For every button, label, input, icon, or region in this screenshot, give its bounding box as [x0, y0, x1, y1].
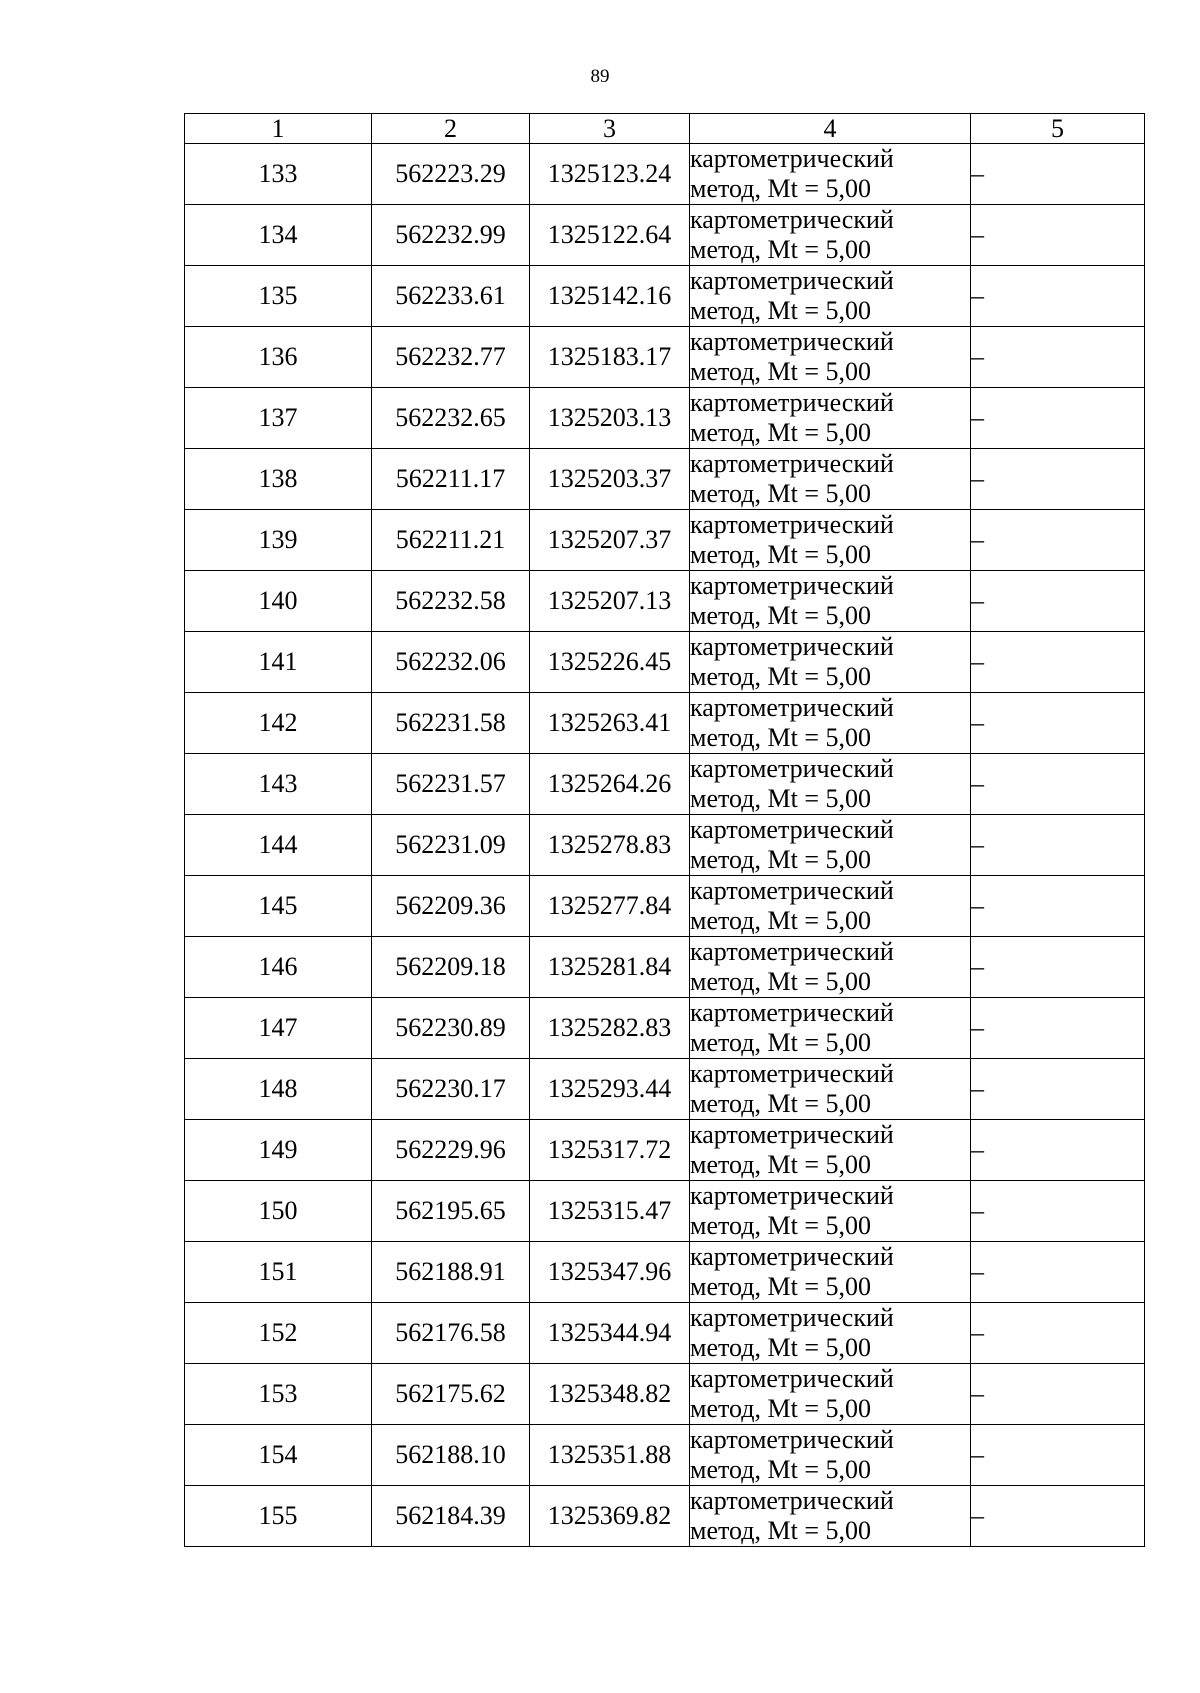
x-coordinate-cell: 562232.58 [372, 571, 530, 632]
x-coordinate-cell: 562232.06 [372, 632, 530, 693]
point-number-cell: 139 [185, 510, 372, 571]
method-line-1: картометрический [690, 1303, 894, 1332]
point-number-cell: 153 [185, 1364, 372, 1425]
y-coordinate-cell: 1325122.64 [530, 205, 690, 266]
method-line-1: картометрический [690, 1486, 894, 1515]
method-line-2: метод, Mt = 5,00 [690, 296, 871, 325]
column-5-cell [971, 998, 1145, 1059]
dash-mark: – [971, 1013, 984, 1042]
method-line-1: картометрический [690, 876, 894, 905]
method-cell [690, 1486, 971, 1547]
method-line-2: метод, Mt = 5,00 [690, 540, 871, 569]
dash-mark: – [971, 1379, 984, 1408]
column-5-cell [971, 449, 1145, 510]
method-line-2: метод, Mt = 5,00 [690, 906, 871, 935]
method-line-2: метод, Mt = 5,00 [690, 1028, 871, 1057]
method-line-1: картометрический [690, 510, 894, 539]
table-row [185, 937, 1145, 998]
x-coordinate-cell: 562209.36 [372, 876, 530, 937]
dash-mark: – [971, 403, 984, 432]
y-coordinate-cell: 1325226.45 [530, 632, 690, 693]
x-coordinate-cell: 562211.21 [372, 510, 530, 571]
dash-mark: – [971, 891, 984, 920]
y-coordinate-cell: 1325348.82 [530, 1364, 690, 1425]
column-5-cell [971, 205, 1145, 266]
x-coordinate-cell: 562184.39 [372, 1486, 530, 1547]
table-row [185, 571, 1145, 632]
x-coordinate-cell: 562188.91 [372, 1242, 530, 1303]
table-row [185, 205, 1145, 266]
column-5-cell [971, 1486, 1145, 1547]
method-line-1: картометрический [690, 998, 894, 1027]
column-5-cell [971, 754, 1145, 815]
method-cell [690, 815, 971, 876]
column-5-cell [971, 1059, 1145, 1120]
y-coordinate-cell: 1325315.47 [530, 1181, 690, 1242]
point-number-cell: 134 [185, 205, 372, 266]
method-line-2: метод, Mt = 5,00 [690, 1516, 871, 1545]
method-cell [690, 693, 971, 754]
method-cell [690, 449, 971, 510]
dash-mark: – [971, 159, 984, 188]
method-line-2: метод, Mt = 5,00 [690, 1211, 871, 1240]
method-cell [690, 998, 971, 1059]
point-number-cell: 148 [185, 1059, 372, 1120]
point-number-cell: 151 [185, 1242, 372, 1303]
method-line-2: метод, Mt = 5,00 [690, 1150, 871, 1179]
point-number-cell: 152 [185, 1303, 372, 1364]
column-5-cell [971, 327, 1145, 388]
dash-mark: – [971, 1440, 984, 1469]
column-5-cell [971, 1425, 1145, 1486]
method-line-2: метод, Mt = 5,00 [690, 235, 871, 264]
method-cell [690, 327, 971, 388]
column-header-5: 5 [971, 114, 1145, 144]
method-line-2: метод, Mt = 5,00 [690, 1455, 871, 1484]
y-coordinate-cell: 1325351.88 [530, 1425, 690, 1486]
point-number-cell: 140 [185, 571, 372, 632]
column-5-cell [971, 388, 1145, 449]
dash-mark: – [971, 1318, 984, 1347]
dash-mark: – [971, 220, 984, 249]
column-5-cell [971, 571, 1145, 632]
y-coordinate-cell: 1325277.84 [530, 876, 690, 937]
method-cell [690, 266, 971, 327]
point-number-cell: 141 [185, 632, 372, 693]
method-line-2: метод, Mt = 5,00 [690, 601, 871, 630]
point-number-cell: 136 [185, 327, 372, 388]
point-number-cell: 146 [185, 937, 372, 998]
table-row [185, 510, 1145, 571]
x-coordinate-cell: 562232.65 [372, 388, 530, 449]
method-cell [690, 1425, 971, 1486]
method-line-2: метод, Mt = 5,00 [690, 357, 871, 386]
method-line-1: картометрический [690, 815, 894, 844]
point-number-cell: 155 [185, 1486, 372, 1547]
dash-mark: – [971, 464, 984, 493]
point-number-cell: 143 [185, 754, 372, 815]
x-coordinate-cell: 562188.10 [372, 1425, 530, 1486]
point-number-cell: 133 [185, 144, 372, 205]
y-coordinate-cell: 1325123.24 [530, 144, 690, 205]
method-cell [690, 571, 971, 632]
column-5-cell [971, 1303, 1145, 1364]
method-cell [690, 388, 971, 449]
column-header-4: 4 [690, 114, 971, 144]
x-coordinate-cell: 562175.62 [372, 1364, 530, 1425]
table-row [185, 1303, 1145, 1364]
column-5-cell [971, 937, 1145, 998]
method-line-2: метод, Mt = 5,00 [690, 723, 871, 752]
method-line-1: картометрический [690, 1364, 894, 1393]
method-line-1: картометрический [690, 266, 894, 295]
method-line-1: картометрический [690, 754, 894, 783]
column-5-cell [971, 144, 1145, 205]
column-header-1: 1 [185, 114, 372, 144]
column-5-cell [971, 876, 1145, 937]
y-coordinate-cell: 1325369.82 [530, 1486, 690, 1547]
method-line-1: картометрический [690, 388, 894, 417]
column-5-cell [971, 632, 1145, 693]
y-coordinate-cell: 1325203.13 [530, 388, 690, 449]
method-cell [690, 1242, 971, 1303]
method-line-2: метод, Mt = 5,00 [690, 1333, 871, 1362]
y-coordinate-cell: 1325203.37 [530, 449, 690, 510]
method-line-1: картометрический [690, 937, 894, 966]
column-5-cell [971, 1120, 1145, 1181]
point-number-cell: 142 [185, 693, 372, 754]
method-line-1: картометрический [690, 571, 894, 600]
dash-mark: – [971, 281, 984, 310]
method-line-1: картометрический [690, 632, 894, 661]
method-line-2: метод, Mt = 5,00 [690, 1089, 871, 1118]
method-line-1: картометрический [690, 1425, 894, 1454]
dash-mark: – [971, 525, 984, 554]
y-coordinate-cell: 1325281.84 [530, 937, 690, 998]
dash-mark: – [971, 342, 984, 371]
point-number-cell: 138 [185, 449, 372, 510]
x-coordinate-cell: 562231.57 [372, 754, 530, 815]
method-cell [690, 876, 971, 937]
table-row [185, 1425, 1145, 1486]
x-coordinate-cell: 562232.77 [372, 327, 530, 388]
table-row [185, 1242, 1145, 1303]
dash-mark: – [971, 1135, 984, 1164]
point-number-cell: 135 [185, 266, 372, 327]
y-coordinate-cell: 1325282.83 [530, 998, 690, 1059]
x-coordinate-cell: 562209.18 [372, 937, 530, 998]
method-line-2: метод, Mt = 5,00 [690, 845, 871, 874]
x-coordinate-cell: 562231.58 [372, 693, 530, 754]
table-row [185, 1059, 1145, 1120]
method-cell [690, 1181, 971, 1242]
point-number-cell: 147 [185, 998, 372, 1059]
y-coordinate-cell: 1325263.41 [530, 693, 690, 754]
point-number-cell: 137 [185, 388, 372, 449]
method-cell [690, 1303, 971, 1364]
dash-mark: – [971, 830, 984, 859]
table-row [185, 1120, 1145, 1181]
column-5-cell [971, 266, 1145, 327]
y-coordinate-cell: 1325317.72 [530, 1120, 690, 1181]
method-cell [690, 632, 971, 693]
dash-mark: – [971, 708, 984, 737]
table-row [185, 998, 1145, 1059]
dash-mark: – [971, 1074, 984, 1103]
table-body [185, 144, 1145, 1547]
table-row [185, 693, 1145, 754]
y-coordinate-cell: 1325293.44 [530, 1059, 690, 1120]
method-line-2: метод, Mt = 5,00 [690, 1272, 871, 1301]
dash-mark: – [971, 1196, 984, 1225]
y-coordinate-cell: 1325207.13 [530, 571, 690, 632]
point-number-cell: 145 [185, 876, 372, 937]
y-coordinate-cell: 1325207.37 [530, 510, 690, 571]
x-coordinate-cell: 562195.65 [372, 1181, 530, 1242]
method-line-1: картометрический [690, 1181, 894, 1210]
table-row [185, 632, 1145, 693]
method-cell [690, 510, 971, 571]
table-row [185, 754, 1145, 815]
method-cell [690, 205, 971, 266]
table-row [185, 388, 1145, 449]
method-line-1: картометрический [690, 449, 894, 478]
table-row [185, 876, 1145, 937]
table-row [185, 1486, 1145, 1547]
y-coordinate-cell: 1325142.16 [530, 266, 690, 327]
point-number-cell: 150 [185, 1181, 372, 1242]
method-line-1: картометрический [690, 327, 894, 356]
method-line-1: картометрический [690, 205, 894, 234]
table-row [185, 327, 1145, 388]
method-line-1: картометрический [690, 1242, 894, 1271]
method-line-2: метод, Mt = 5,00 [690, 967, 871, 996]
x-coordinate-cell: 562229.96 [372, 1120, 530, 1181]
method-line-1: картометрический [690, 1120, 894, 1149]
method-cell [690, 144, 971, 205]
method-line-2: метод, Mt = 5,00 [690, 174, 871, 203]
column-5-cell [971, 1364, 1145, 1425]
column-5-cell [971, 815, 1145, 876]
method-line-2: метод, Mt = 5,00 [690, 1394, 871, 1423]
method-cell [690, 1364, 971, 1425]
method-line-1: картометрический [690, 693, 894, 722]
column-header-3: 3 [530, 114, 690, 144]
table-row [185, 266, 1145, 327]
method-cell [690, 937, 971, 998]
dash-mark: – [971, 1257, 984, 1286]
method-line-2: метод, Mt = 5,00 [690, 418, 871, 447]
dash-mark: – [971, 952, 984, 981]
column-5-cell [971, 510, 1145, 571]
method-line-2: метод, Mt = 5,00 [690, 784, 871, 813]
method-line-1: картометрический [690, 1059, 894, 1088]
table-row [185, 449, 1145, 510]
column-5-cell [971, 1242, 1145, 1303]
x-coordinate-cell: 562232.99 [372, 205, 530, 266]
method-cell [690, 754, 971, 815]
method-line-1: картометрический [690, 144, 894, 173]
table-row [185, 815, 1145, 876]
point-number-cell: 144 [185, 815, 372, 876]
dash-mark: – [971, 647, 984, 676]
method-line-2: метод, Mt = 5,00 [690, 662, 871, 691]
page-number: 89 [590, 66, 610, 87]
method-line-2: метод, Mt = 5,00 [690, 479, 871, 508]
x-coordinate-cell: 562230.89 [372, 998, 530, 1059]
column-5-cell [971, 693, 1145, 754]
y-coordinate-cell: 1325344.94 [530, 1303, 690, 1364]
table-row [185, 1364, 1145, 1425]
table-header-row [185, 114, 1145, 144]
method-cell [690, 1059, 971, 1120]
x-coordinate-cell: 562211.17 [372, 449, 530, 510]
dash-mark: – [971, 586, 984, 615]
column-header-2: 2 [372, 114, 530, 144]
y-coordinate-cell: 1325264.26 [530, 754, 690, 815]
table-row [185, 144, 1145, 205]
point-number-cell: 149 [185, 1120, 372, 1181]
x-coordinate-cell: 562176.58 [372, 1303, 530, 1364]
column-5-cell [971, 1181, 1145, 1242]
y-coordinate-cell: 1325183.17 [530, 327, 690, 388]
x-coordinate-cell: 562233.61 [372, 266, 530, 327]
dash-mark: – [971, 1501, 984, 1530]
method-cell [690, 1120, 971, 1181]
x-coordinate-cell: 562230.17 [372, 1059, 530, 1120]
table-row [185, 1181, 1145, 1242]
x-coordinate-cell: 562223.29 [372, 144, 530, 205]
point-number-cell: 154 [185, 1425, 372, 1486]
y-coordinate-cell: 1325278.83 [530, 815, 690, 876]
y-coordinate-cell: 1325347.96 [530, 1242, 690, 1303]
dash-mark: – [971, 769, 984, 798]
x-coordinate-cell: 562231.09 [372, 815, 530, 876]
coordinates-table [184, 113, 1145, 1547]
